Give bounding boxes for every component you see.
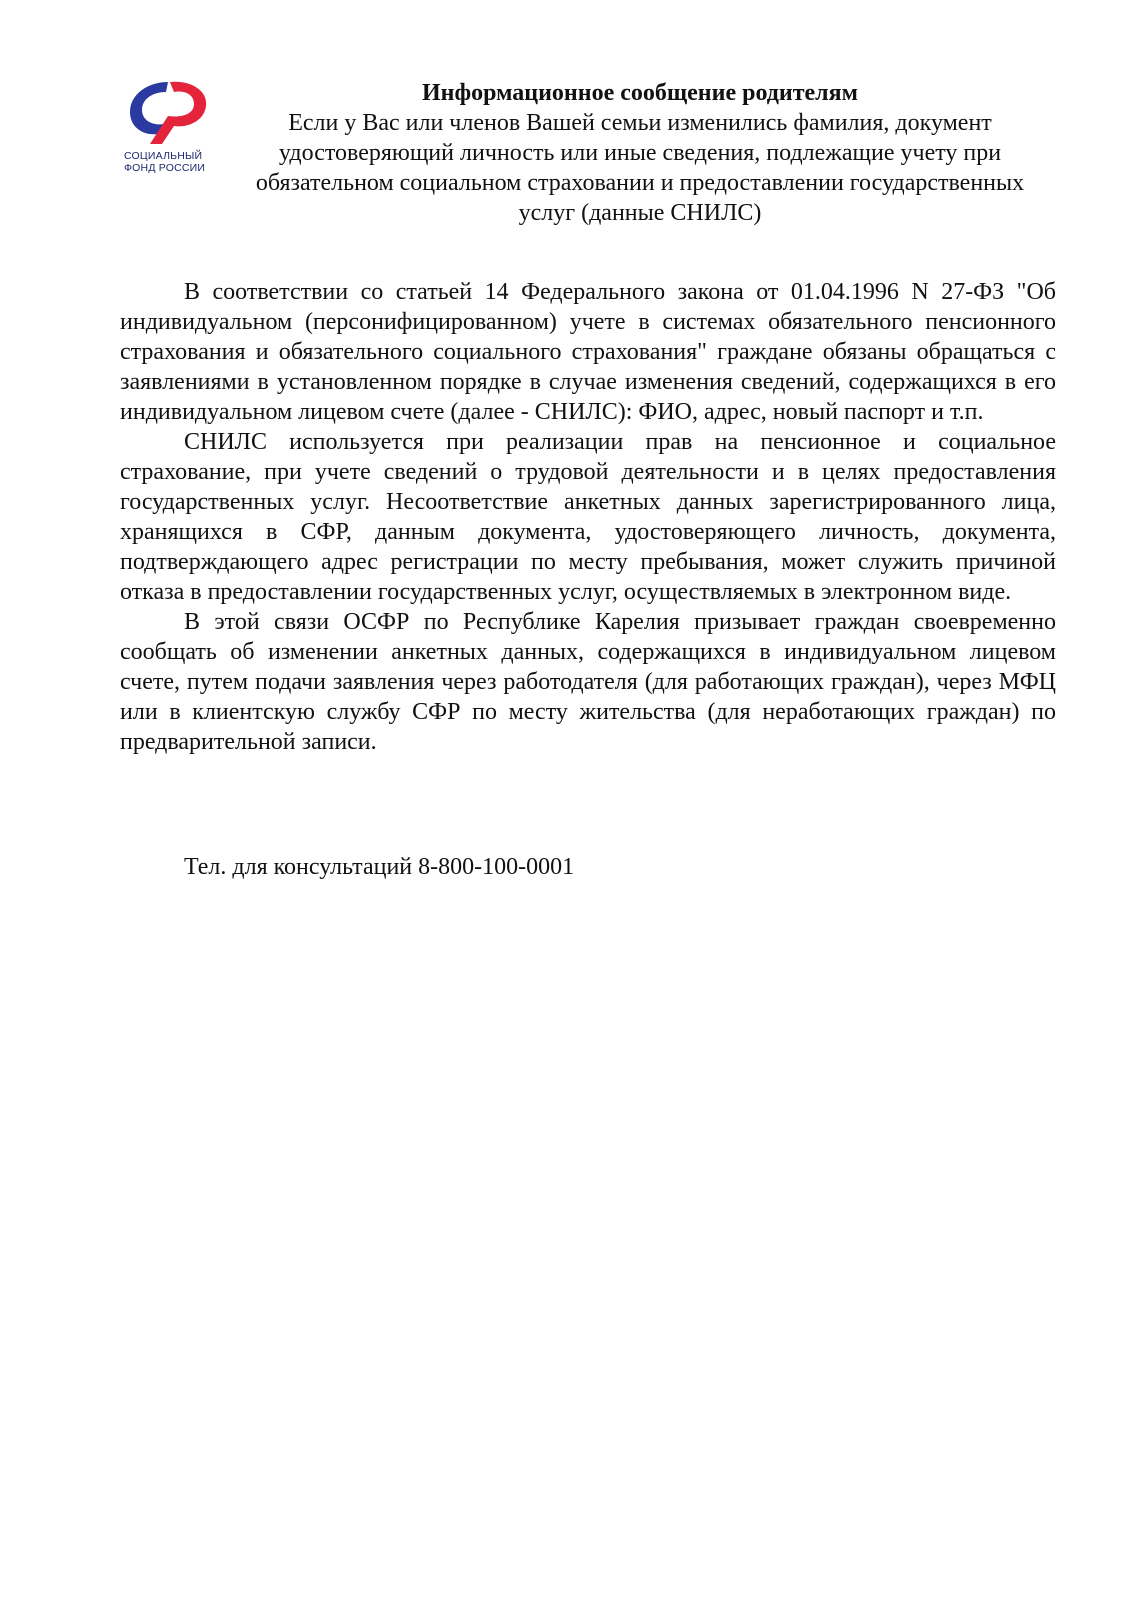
paragraph-appeal: В этой связи ОСФР по Республике Карелия призывает граждан своевременно сообщать об изменении анкетных данных, содержащихся в индивидуальном лицевом счете, путем подачи заявления через работодателя (для работающих граждан), через МФЦ или в клиентскую службу СФР по месту жительства (для неработающих граждан) по предварительной записи. xyxy=(120,609,1056,755)
paragraph-snils-usage: СНИЛС используется при реализации прав на пенсионное и социальное страхование, при учете сведений о трудовой деятельности и в целях предоставления государственных услуг. Несоответствие анкетных данных зарегистрированного лица, хранящихся в СФР, данным документа, удостоверяющего личность, документа, подтверждающего адрес регистрации по месту пребывания, может служить причиной отказа в предоставлении государственных услуг, осуществляемых в электронном виде. xyxy=(120,429,1056,605)
logo-text-line2: ФОНД РОССИИ xyxy=(124,162,206,174)
sfr-emblem-icon xyxy=(124,76,212,146)
document-subtitle: Если у Вас или членов Вашей семьи изменились фамилия, документ удостоверяющий личность или иные сведения, подлежащие учету при обязательном социальном страховании и предоставлении государственных услуг (данные СНИЛС) xyxy=(255,110,1025,226)
document-title: Информационное сообщение родителям xyxy=(422,80,858,106)
document-header xyxy=(230,78,1050,228)
document-body xyxy=(120,277,1056,757)
consultation-phone: Тел. для консультаций 8-800-100-0001 xyxy=(184,854,575,880)
sfr-logo xyxy=(124,76,220,186)
logo-text-line1: СОЦИАЛЬНЫЙ xyxy=(124,150,203,162)
paragraph-law-reference: В соответствии со статьей 14 Федерального закона от 01.04.1996 N 27-ФЗ "Об индивидуальном (персонифицированном) учете в системах обязательного пенсионного страхования и обязательного социального страхования" граждане обязаны обращаться с заявлениями в установленном порядке в случае изменения сведений, содержащихся в его индивидуальном лицевом счете (далее - СНИЛС): ФИО, адрес, новый паспорт и т.п. xyxy=(120,279,1056,425)
